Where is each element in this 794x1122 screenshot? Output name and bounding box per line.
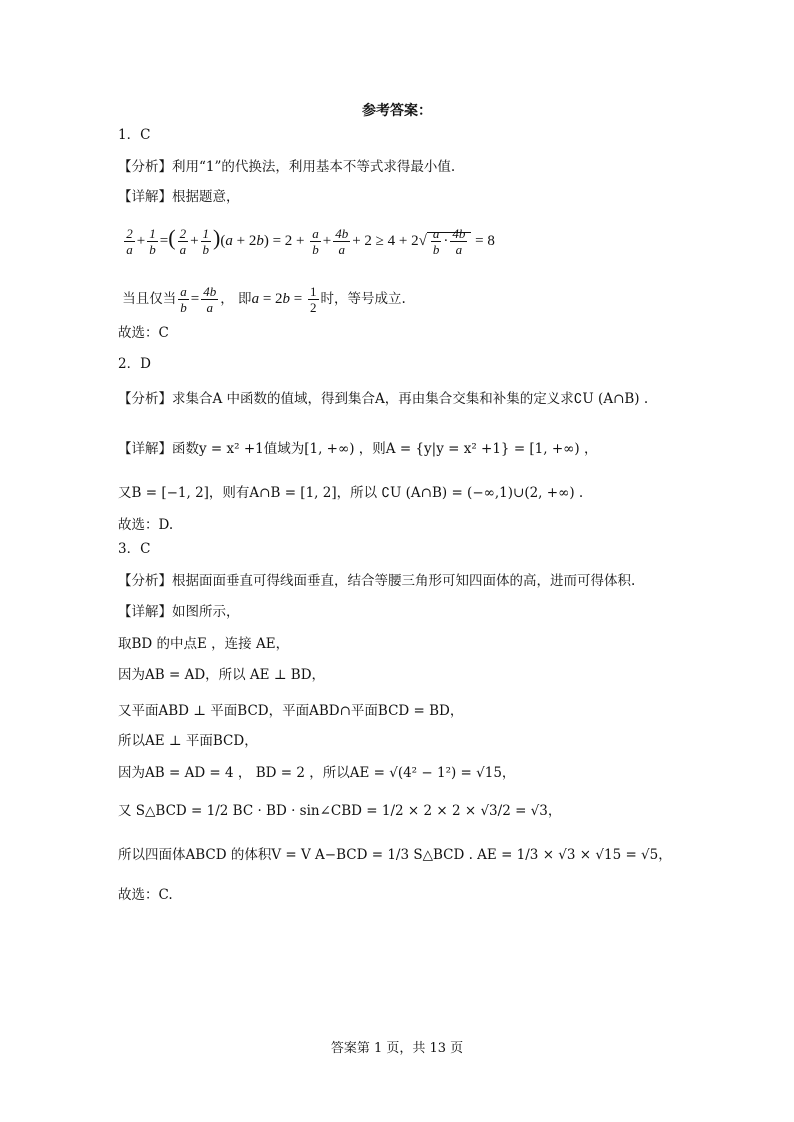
q3-number: 3．C — [118, 541, 151, 557]
q3-answer: 故选：C. — [118, 887, 173, 903]
page-title: 参考答案： — [362, 103, 432, 119]
q2-detail: 【详解】函数y = x² +1值域为[1, +∞) ，则A = {y|y = x² +1} = [1, +∞) ， — [118, 441, 598, 457]
q1-number: 1．C — [118, 127, 151, 143]
q3-line1: 取BD 的中点E ，连接 AE， — [118, 636, 290, 652]
q3-analysis: 【分析】根据面面垂直可得线面垂直，结合等腰三角形可知四面体的高，进而可得体积. — [118, 573, 636, 589]
q3-line6: 又 S△BCD = 1/2 BC · BD · sin∠CBD = 1/2 × 2 × 2 × √3/2 = √3， — [118, 803, 562, 819]
q1-analysis: 【分析】利用“1”的代换法，利用基本不等式求得最小值. — [118, 159, 456, 175]
q2-answer: 故选：D. — [118, 517, 174, 533]
q3-line2: 因为AB = AD，所以 AE ⊥ BD， — [118, 667, 326, 683]
q2-number: 2．D — [118, 356, 151, 372]
page-footer: 答案第 1 页，共 13 页 — [330, 1041, 464, 1056]
q1-formula: $\frac{2}{a}$ + $\frac{1}{b}$ =( $\frac{2}{a}$ + $\frac{1}{b}$ )(a + 2b) = 2 + $\frac{a}{b}$ + $\frac{4b}{a}$ + 2 ≥ 4 + 2√ $\frac{a}{b}$ · $\frac{4b}{a}$ = 8 — [126, 225, 495, 257]
q2-analysis: 【分析】求集合A 中函数的值域，得到集合A，再由集合交集和补集的定义求∁U (A∩B) . — [118, 391, 649, 407]
q1-detail: 【详解】根据题意， — [118, 189, 240, 205]
q3-detail: 【详解】如图所示， — [118, 604, 240, 620]
q1-condition: 当且仅当 $\frac{a}{b}$ = $\frac{4b}{a}$ ， 即a = 2b = $\frac{1}{2}$ 时，等号成立. — [118, 284, 406, 315]
q2-line2: 又B = [−1, 2]，则有A∩B = [1, 2]，所以 ∁U (A∩B) = (−∞,1)∪(2, +∞) . — [118, 485, 584, 501]
q3-line7: 所以四面体ABCD 的体积V = V A−BCD = 1/3 S△BCD . AE = 1/3 × √3 × √15 = √5， — [118, 847, 672, 863]
q1-answer: 故选：C — [118, 325, 169, 341]
q3-line3: 又平面ABD ⊥ 平面BCD，平面ABD∩平面BCD = BD， — [118, 703, 464, 719]
q3-line4: 所以AE ⊥ 平面BCD， — [118, 733, 258, 749]
q3-line5: 因为AB = AD = 4 ， BD = 2 ，所以AE = √(4² − 1²) = √15， — [118, 765, 516, 781]
